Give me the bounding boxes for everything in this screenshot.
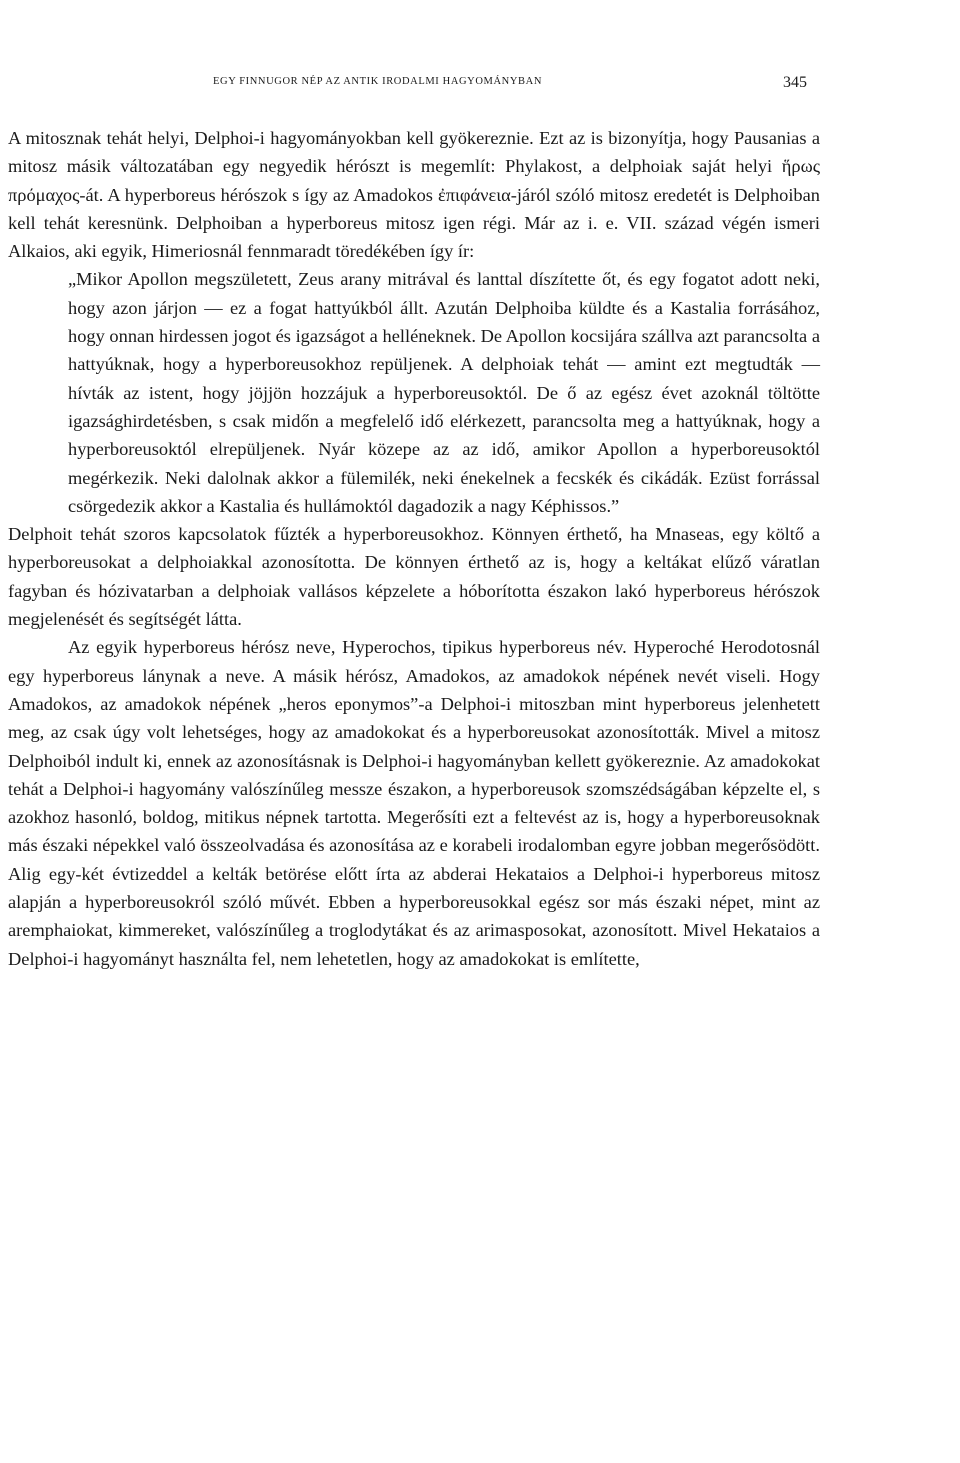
body-text [8,124,820,973]
running-title: EGY FINNUGOR NÉP AZ ANTIK IRODALMI HAGYOMÁNYBAN [213,76,542,87]
running-head [0,74,960,98]
alkaios-quote: „Mikor Apollon megszületett, Zeus arany mitrával és lanttal díszítette őt, és egy fogatot adott neki, hogy azon járjon — ez a fogat hattyúkból állt. Azután Delphoiba küldte és a Kastalia forrásához, hogy onnan hirdessen jogot és igazságot a helléneknek. De Apollon kocsijára szállva azt parancsolta a hattyúknak, hogy a hyperboreusokhoz repüljenek. A delphoiak tehát — amint ezt megtudták — hívták az istent, hogy jöjjön hozzájuk a hyperboreusoktól. De ő az egész évet azoknál töltötte igazsághirdetésben, s csak midőn a megfelelő idő elérkezett, parancsolta meg a hattyúknak, hogy a hyperboreusoktól elrepüljenek. Nyár közepe az az idő, amikor Apollon a hyperboreusoktól megérkezik. Neki dalolnak akkor a fülemilék, neki énekelnek a fecskék és cikádák. Ezüst forrással csörgedezik akkor a Kastalia és hullámoktól dagadozik a nagy Képhissos.” [68,269,820,516]
paragraph-3: Az egyik hyperboreus hérósz neve, Hyperochos, tipikus hyperboreus név. Hyperoché Herodotosnál egy hyperboreus lánynak a neve. A másik hérósz, Amadokos, az amadokok népének nevét viseli. Hogy Amadokos, az amadokok népének „heros eponymos”-a Delphoi-i mitoszban mint hyperboreus jelenhetett meg, az csak úgy volt lehetséges, hogy az amadokokat és a hyperboreusokat azonosították. Mivel a mitosz Delphoiból indult ki, ennek az azonosításnak is Delphoi-i hagyományban kellett gyökereznie. Az amadokokat tehát a Delphoi-i hagyomány valószínűleg messze északon, a hyperboreusok szomszédságában képzelte el, s azokhoz hasonló, boldog, mitikus népnek tartotta. Megerősíti ezt a feltevést az is, hogy a hyperboreusoknak más északi népekkel való összeolvadása és azonosítása az e korabeli irodalomban egyre jobban megerősödött. Alig egy-két évtizeddel a kelták betörése előtt írta az abderai Hekataios a Delphoi-i hyperboreus mitosz alapján a hyperboreusokról szóló művét. Ebben a hyperboreusokkal egész sor más északi népet, mint az aremphaiokat, kimmereket, valószínűleg a troglodytákat és az arimasposokat, azonosított. Mivel Hekataios a Delphoi-i hagyományt használta fel, nem lehetetlen, hogy az amadokokat is említette, [8,637,820,969]
paragraph-2: Delphoit tehát szoros kapcsolatok fűzték a hyperboreusokhoz. Könnyen érthető, ha Mnaseas, egy költő a hyperboreusokat a delphoiakkal azonosította. De könnyen érthető az is, hogy a keltákat elűző váratlan fagyban és hózivatarban a delphoiak vallásos képzelete a hóborította északon lakó hyperboreus hérószok megjelenését és segítségét látta. [8,524,820,630]
paragraph-1: A mitosznak tehát helyi, Delphoi-i hagyományokban kell gyökereznie. Ezt az is bizonyítja, hogy Pausanias a mitosz másik változatában egy negyedik hérószt is megemlít: Phylakost, a delphoiak saját helyi ἥρως πρόμαχος-át. A hyperboreus hérószok s így az Amadokos ἐπιφάνεια-járól szóló mitosz eredetét is Delphoiban kell tehát keresnünk. Delphoiban a hyperboreus mitosz igen régi. Már az i. e. VII. század végén ismeri Alkaios, aki egyik, Himeriosnál fennmaradt töredékében így ír: [8,128,820,262]
page-number: 345 [783,74,807,91]
